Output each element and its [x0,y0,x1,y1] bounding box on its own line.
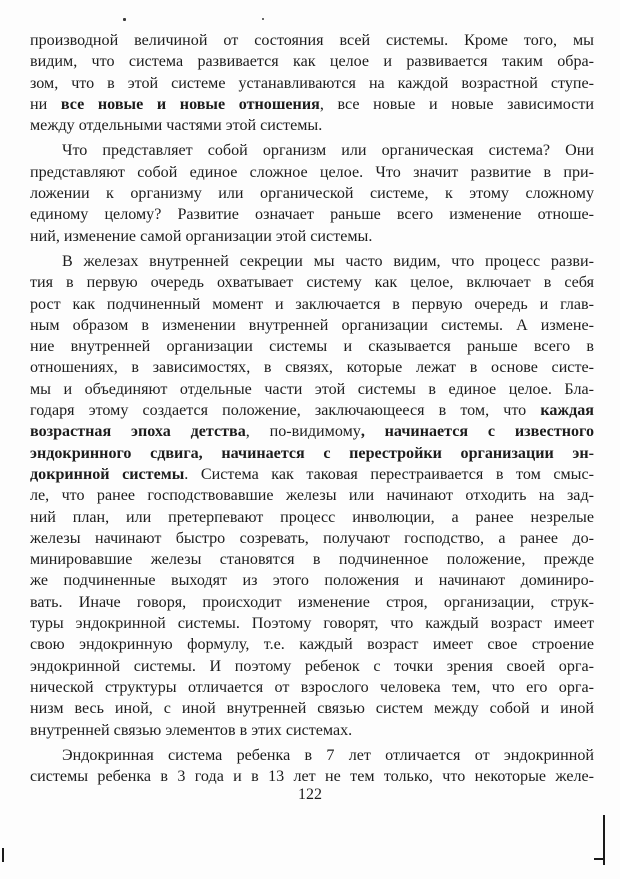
emphasis-text: каждая [540,402,594,420]
text-line [30,485,594,506]
text-run: мы и объединяют отдельные части этой системы в единое целое. Бла- [30,380,594,398]
text-run: , по-видимому [245,423,361,441]
text-line [30,677,594,698]
text-line [30,30,594,51]
page-edge-shadow [2,848,4,862]
text-run: Эндокринная система ребенка в 7 лет отличается от эндокринной [62,746,594,764]
text-run: зом, что в этой системе устанавливаются на каждой возрастной ступе- [30,74,594,92]
emphasis-text: эндокринного сдвига, начинается с перестройки организации эн- [30,444,594,462]
paragraph [30,251,594,741]
text-line [30,294,594,315]
text-run: свою эндокринную формулу, т.е. каждый возраст имеет свое строение [30,636,594,654]
text-line [30,507,594,528]
text-run: эндокринной системы. И поэтому ребенок с точки зрения своей орга- [30,657,594,675]
text-line [30,140,594,161]
emphasis-text: возрастная эпоха детства [30,423,246,441]
text-run: . Система как таковая перестраивается в том смыс- [184,465,595,483]
page-edge-shadow [603,815,605,865]
body-text [30,30,594,787]
text-line [30,443,594,464]
text-line [30,464,594,485]
text-line [30,204,594,225]
text-run: ний, изменение самой организации этой системы. [30,227,373,245]
paragraph [30,30,594,136]
text-run: рост как подчиненный момент и заключается в первую очередь и глав- [30,295,594,313]
emphasis-text: , начинается с известного [360,423,594,441]
text-line [30,400,594,421]
text-run: Что представляет собой организм или органическая система? Они [62,142,594,160]
text-line [30,698,594,719]
text-run: представляют собой единое сложное целое. Что значит развитие в при- [30,163,594,181]
text-run: же подчиненные выходят из этого положения и начинают доминиро- [30,572,594,590]
page-number: 122 [298,786,322,803]
text-run: ным образом в изменении внутренней организации системы. А измене- [30,316,594,334]
text-run: ние внутренней организации системы и сказывается раньше всего в [30,338,594,356]
text-run: низм весь иной, с иной внутренней связью систем между собой и иной [30,700,594,718]
text-run: железы начинают быстро созревать, получают господство, а ранее до- [30,529,594,547]
text-run: единому целому? Развитие означает раньше всего изменение отноше- [30,206,594,224]
text-run: между отдельными частями этой системы. [30,117,323,135]
text-line [30,357,594,378]
text-line [30,94,594,115]
page-edge-shadow [594,858,603,860]
text-run: ни [30,95,61,113]
text-line [30,656,594,677]
text-line [30,720,594,741]
scan-speck [123,18,126,21]
text-line [30,549,594,570]
text-run: производной величиной от состояния всей системы. Кроме того, мы [30,32,594,49]
text-run: ложении к организму или органической системе, к этому сложному [30,185,594,203]
emphasis-text: все новые и новые отношения [60,95,320,113]
text-run: туры эндокринной системы. Поэтому говорят, что каждый возраст имеет [30,615,594,633]
text-line [30,226,594,247]
text-line [30,592,594,613]
text-run: минировавшие железы становятся в подчиненное положение, прежде [30,551,594,569]
text-line [30,379,594,400]
text-run: тия в первую очередь охватывает систему как целое, включает в себя [30,274,594,292]
text-line [30,251,594,272]
scan-speck [262,18,264,20]
text-line [30,634,594,655]
paragraph [30,140,594,246]
text-line [30,51,594,72]
text-line [30,528,594,549]
text-run: вать. Иначе говоря, происходит изменение строя, организации, струк- [30,593,594,611]
text-run: видим, что система развивается как целое и развивается таким обра- [30,53,594,71]
text-line [30,613,594,634]
emphasis-text: докринной системы [30,465,185,483]
text-run: , все новые и новые зависимости [319,95,595,113]
paragraph [30,745,594,788]
text-line [30,315,594,336]
text-run: внутренней связью элементов в этих системах. [30,721,353,739]
text-run: отношениях, в зависимостях, в связях, которые лежат в основе систе- [30,359,594,377]
text-line [30,336,594,357]
text-line [30,570,594,591]
text-line [30,183,594,204]
text-line [30,745,594,766]
text-line [30,766,594,787]
text-run: ний план, или претерпевают процесс инволюции, а ранее незрелые [30,508,594,526]
text-run: В железах внутренней секреции мы часто видим, что процесс разви- [62,252,594,270]
text-run: системы ребенка в 3 года и в 13 лет не тем только, что некоторые желе- [30,768,594,786]
text-run: ле, что ранее господствовавшие железы или начинают отходить на зад- [30,487,594,505]
text-line [30,162,594,183]
text-line [30,272,594,293]
text-line [30,73,594,94]
text-run: годаря этому создается положение, заключающееся в том, что [30,402,541,420]
text-run: нической структуры отличается от взрослого человека тем, что его орга- [30,678,594,696]
text-line [30,115,594,136]
text-line [30,421,594,442]
